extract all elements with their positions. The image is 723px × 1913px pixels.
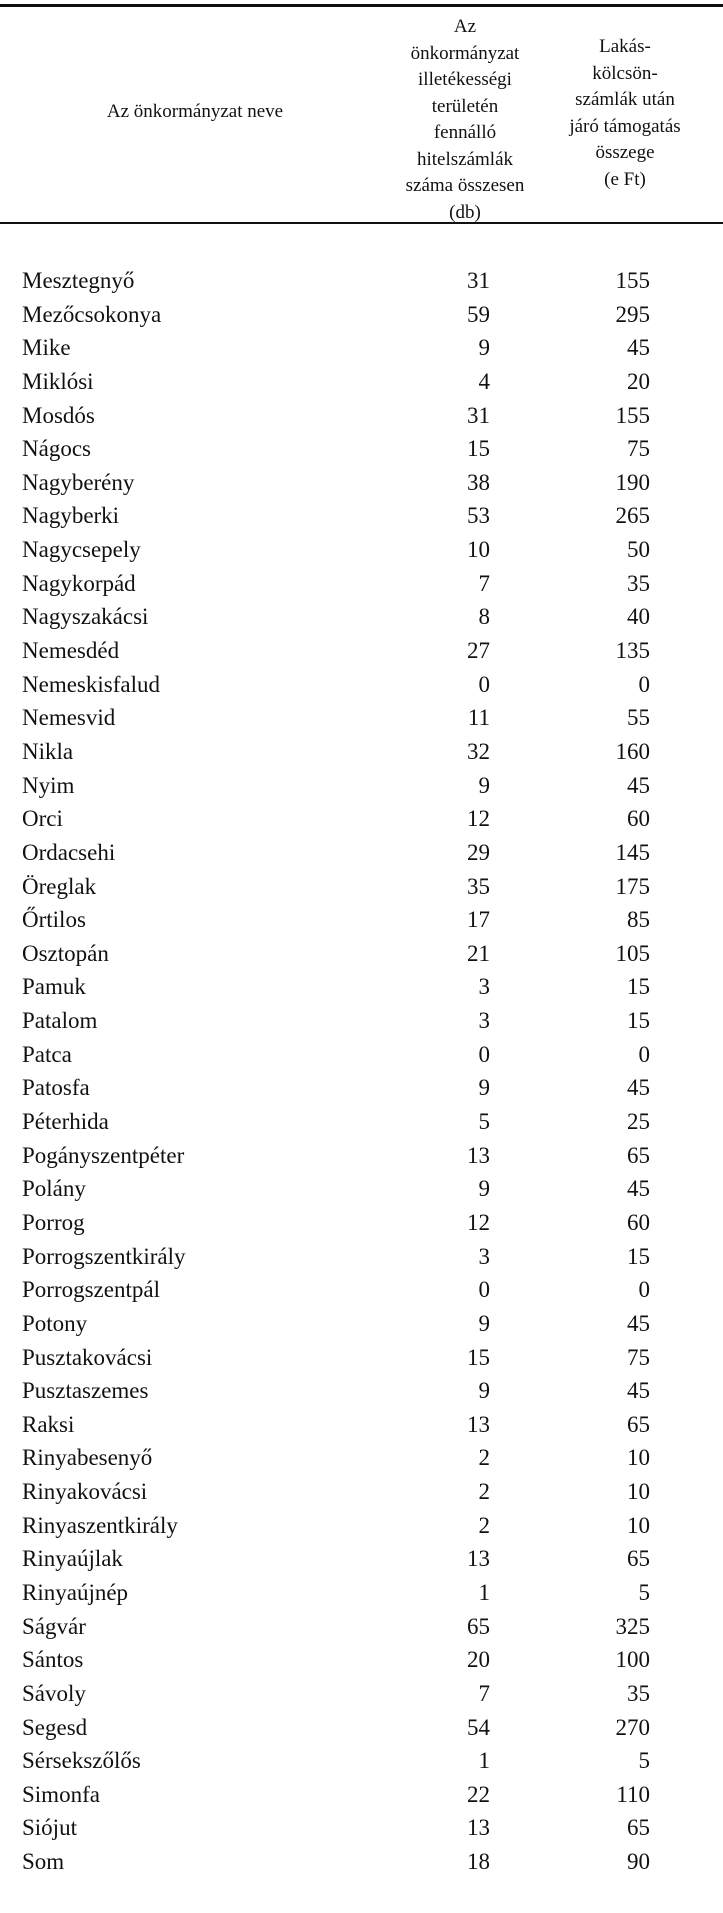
table-row xyxy=(0,701,723,735)
municipality-name-cell: Pogányszentpéter xyxy=(22,1142,185,1168)
table-row xyxy=(0,1778,723,1812)
support-amount-cell: 50 xyxy=(627,537,650,563)
municipality-name-cell: Miklósi xyxy=(22,368,94,394)
support-amount-cell: 5 xyxy=(638,1579,650,1605)
municipality-name-cell: Ordacsehi xyxy=(22,839,116,865)
table-row xyxy=(0,499,723,533)
account-count-cell: 13 xyxy=(467,1546,490,1572)
support-amount-cell: 160 xyxy=(615,738,650,764)
municipality-name-cell: Porrogszentkirály xyxy=(22,1243,186,1269)
header-count-line: fennálló xyxy=(433,122,497,143)
municipality-name-cell: Sántos xyxy=(22,1647,84,1673)
top-rule xyxy=(0,4,723,7)
table-header xyxy=(0,8,723,223)
support-amount-cell: 325 xyxy=(615,1613,650,1639)
municipality-name-cell: Potony xyxy=(22,1310,88,1336)
table-row xyxy=(0,1542,723,1576)
support-amount-cell: 10 xyxy=(627,1479,650,1505)
header-rule xyxy=(0,222,723,224)
table-row xyxy=(0,1576,723,1610)
account-count-cell: 12 xyxy=(467,1209,490,1235)
municipality-name-cell: Öreglak xyxy=(22,873,97,899)
table-row xyxy=(0,1711,723,1745)
support-amount-cell: 155 xyxy=(615,402,650,428)
support-amount-cell: 65 xyxy=(627,1815,650,1841)
header-count-line: száma összesen xyxy=(405,175,525,196)
municipality-name-cell: Polány xyxy=(22,1176,86,1202)
municipality-name-cell: Nágocs xyxy=(22,436,91,462)
municipality-name-cell: Porrog xyxy=(22,1209,85,1235)
table-row xyxy=(0,264,723,298)
support-amount-cell: 65 xyxy=(627,1142,650,1168)
support-amount-cell: 45 xyxy=(627,1176,650,1202)
table-row xyxy=(0,1307,723,1341)
account-count-cell: 29 xyxy=(467,839,490,865)
table-row xyxy=(0,1038,723,1072)
support-amount-cell: 45 xyxy=(627,335,650,361)
support-amount-cell: 5 xyxy=(638,1748,650,1774)
account-count-cell: 20 xyxy=(467,1647,490,1673)
municipality-name-cell: Porrogszentpál xyxy=(22,1277,160,1303)
municipality-name-cell: Patosfa xyxy=(22,1075,90,1101)
header-amount-line: Lakás- xyxy=(599,36,651,57)
table-row xyxy=(0,668,723,702)
support-amount-cell: 75 xyxy=(627,436,650,462)
table-row xyxy=(0,769,723,803)
account-count-cell: 54 xyxy=(467,1714,490,1740)
table-row xyxy=(0,1004,723,1038)
municipality-name-cell: Mike xyxy=(22,335,71,361)
header-amount-column xyxy=(545,34,705,193)
table-row xyxy=(0,1139,723,1173)
table-row xyxy=(0,298,723,332)
municipality-name-cell: Siójut xyxy=(22,1815,77,1841)
account-count-cell: 1 xyxy=(478,1748,490,1774)
account-count-cell: 7 xyxy=(478,570,490,596)
municipality-name-cell: Rinyaújnép xyxy=(22,1579,129,1605)
support-amount-cell: 295 xyxy=(615,301,650,327)
header-count-line: hitelszámlák xyxy=(416,148,514,170)
support-amount-cell: 105 xyxy=(615,940,650,966)
table-row xyxy=(0,365,723,399)
municipality-name-cell: Pusztaszemes xyxy=(22,1378,149,1404)
support-amount-cell: 20 xyxy=(627,368,650,394)
table-row xyxy=(0,1475,723,1509)
account-count-cell: 9 xyxy=(478,335,490,361)
header-count-line: (db) xyxy=(449,201,481,223)
account-count-cell: 1 xyxy=(478,1579,490,1605)
support-amount-cell: 175 xyxy=(615,873,650,899)
table-row xyxy=(0,634,723,668)
account-count-cell: 31 xyxy=(467,402,490,428)
header-amount-line: (e Ft) xyxy=(604,168,646,190)
account-count-cell: 2 xyxy=(478,1512,490,1538)
municipality-name-cell: Nemeskisfalud xyxy=(22,671,160,697)
municipality-name-cell: Sérsekszőlős xyxy=(22,1748,141,1774)
table-row xyxy=(0,735,723,769)
table-row xyxy=(0,399,723,433)
header-count-line: területén xyxy=(431,95,499,117)
table-row xyxy=(0,1441,723,1475)
support-amount-cell: 35 xyxy=(627,1680,650,1706)
table-row xyxy=(0,1845,723,1879)
municipality-name-cell: Nikla xyxy=(22,738,74,764)
support-amount-cell: 45 xyxy=(627,772,650,798)
account-count-cell: 31 xyxy=(467,268,490,293)
municipality-name-cell: Nagycsepely xyxy=(22,537,141,563)
header-amount-line: összege xyxy=(595,142,655,163)
support-amount-cell: 0 xyxy=(638,1041,650,1067)
account-count-cell: 3 xyxy=(478,1008,490,1034)
account-count-cell: 4 xyxy=(478,368,490,394)
table-row xyxy=(0,533,723,567)
municipality-name-cell: Rinyabesenyő xyxy=(22,1445,153,1471)
table-row xyxy=(0,1744,723,1778)
table-row xyxy=(0,1206,723,1240)
support-amount-cell: 65 xyxy=(627,1411,650,1437)
support-amount-cell: 75 xyxy=(627,1344,650,1370)
account-count-cell: 18 xyxy=(467,1849,490,1875)
table-row xyxy=(0,1643,723,1677)
support-amount-cell: 100 xyxy=(615,1647,650,1673)
account-count-cell: 13 xyxy=(467,1815,490,1841)
support-amount-cell: 45 xyxy=(627,1378,650,1404)
table-row xyxy=(0,1273,723,1307)
support-amount-cell: 85 xyxy=(627,907,650,933)
municipality-name-cell: Nagykorpád xyxy=(22,570,136,596)
municipality-name-cell: Segesd xyxy=(22,1714,88,1740)
support-amount-cell: 45 xyxy=(627,1310,650,1336)
table-row xyxy=(0,567,723,601)
account-count-cell: 11 xyxy=(467,705,490,731)
support-amount-cell: 10 xyxy=(627,1512,650,1538)
support-amount-cell: 155 xyxy=(615,268,650,293)
account-count-cell: 7 xyxy=(478,1680,490,1706)
municipality-name-cell: Patca xyxy=(22,1041,72,1067)
account-count-cell: 0 xyxy=(478,1041,490,1067)
account-count-cell: 53 xyxy=(467,503,490,529)
municipality-name-cell: Nemesvid xyxy=(22,705,116,731)
support-amount-cell: 265 xyxy=(615,503,650,529)
support-amount-cell: 145 xyxy=(615,839,650,865)
support-amount-cell: 135 xyxy=(615,638,650,664)
table-row xyxy=(0,1071,723,1105)
support-amount-cell: 60 xyxy=(627,1209,650,1235)
municipality-name-cell: Nyim xyxy=(22,772,75,798)
table-row xyxy=(0,1240,723,1274)
table-row xyxy=(0,1811,723,1845)
support-amount-cell: 10 xyxy=(627,1445,650,1471)
header-name-column: Az önkormányzat neve xyxy=(106,101,284,122)
municipality-name-cell: Som xyxy=(22,1849,65,1875)
municipality-name-cell: Nagyberény xyxy=(22,469,135,495)
account-count-cell: 12 xyxy=(467,806,490,832)
support-amount-cell: 45 xyxy=(627,1075,650,1101)
municipality-name-cell: Pusztakovácsi xyxy=(22,1344,153,1370)
account-count-cell: 22 xyxy=(467,1781,490,1807)
support-amount-cell: 35 xyxy=(627,570,650,596)
municipality-name-cell: Ságvár xyxy=(22,1613,86,1639)
municipality-name-cell: Péterhida xyxy=(22,1109,109,1135)
table-row xyxy=(0,432,723,466)
municipality-name-cell: Nagyberki xyxy=(22,503,120,529)
account-count-cell: 32 xyxy=(467,738,490,764)
municipality-name-cell: Nemesdéd xyxy=(22,638,120,664)
municipality-name-cell: Mesztegnyő xyxy=(22,268,135,293)
support-amount-cell: 40 xyxy=(627,604,650,630)
account-count-cell: 27 xyxy=(467,638,490,664)
account-count-cell: 38 xyxy=(467,469,490,495)
table-row xyxy=(0,1341,723,1375)
support-amount-cell: 110 xyxy=(616,1781,650,1807)
table-row xyxy=(0,1374,723,1408)
municipality-name-cell: Patalom xyxy=(22,1008,98,1034)
municipality-name-cell: Simonfa xyxy=(22,1781,100,1807)
account-count-cell: 8 xyxy=(478,604,490,630)
header-count-line: illetékességi xyxy=(418,69,512,90)
header-count-line: önkormányzat xyxy=(410,42,520,64)
table-row xyxy=(0,1677,723,1711)
account-count-cell: 3 xyxy=(478,1243,490,1269)
table-row xyxy=(0,937,723,971)
support-amount-cell: 0 xyxy=(638,671,650,697)
table-row xyxy=(0,466,723,500)
municipality-name-cell: Pamuk xyxy=(22,974,86,1000)
account-count-cell: 13 xyxy=(467,1142,490,1168)
account-count-cell: 10 xyxy=(467,537,490,563)
account-count-cell: 21 xyxy=(467,940,490,966)
header-amount-line: kölcsön- xyxy=(592,62,658,84)
header-amount-line: járó támogatás xyxy=(569,115,681,137)
account-count-cell: 2 xyxy=(478,1445,490,1471)
municipality-name-cell: Orci xyxy=(22,806,63,832)
municipality-name-cell: Rinyaszentkirály xyxy=(22,1512,178,1538)
account-count-cell: 0 xyxy=(478,671,490,697)
account-count-cell: 17 xyxy=(467,907,490,933)
account-count-cell: 35 xyxy=(467,873,490,899)
header-amount-line: számlák után xyxy=(575,89,675,110)
table-row xyxy=(0,1610,723,1644)
support-amount-cell: 15 xyxy=(627,1008,650,1034)
municipality-name-cell: Raksi xyxy=(22,1411,75,1437)
table-row xyxy=(0,1408,723,1442)
account-count-cell: 15 xyxy=(467,1344,490,1370)
account-count-cell: 2 xyxy=(478,1479,490,1505)
support-amount-cell: 270 xyxy=(615,1714,650,1740)
table-row xyxy=(0,1105,723,1139)
header-count-line: Az xyxy=(453,16,477,37)
account-count-cell: 59 xyxy=(467,301,490,327)
support-amount-cell: 15 xyxy=(627,1243,650,1269)
support-amount-cell: 0 xyxy=(638,1277,650,1303)
support-amount-cell: 190 xyxy=(615,469,650,495)
account-count-cell: 9 xyxy=(478,1378,490,1404)
account-count-cell: 9 xyxy=(478,1176,490,1202)
account-count-cell: 9 xyxy=(478,772,490,798)
account-count-cell: 0 xyxy=(478,1277,490,1303)
account-count-cell: 5 xyxy=(478,1109,490,1135)
municipality-name-cell: Mosdós xyxy=(22,402,95,428)
table-row xyxy=(0,870,723,904)
account-count-cell: 65 xyxy=(467,1613,490,1639)
municipality-name-cell: Őrtilos xyxy=(22,907,86,933)
table-body xyxy=(0,264,723,1879)
support-amount-cell: 60 xyxy=(627,806,650,832)
table-row xyxy=(0,970,723,1004)
municipality-name-cell: Sávoly xyxy=(22,1680,86,1706)
support-amount-cell: 90 xyxy=(627,1849,650,1875)
support-amount-cell: 65 xyxy=(627,1546,650,1572)
municipality-name-cell: Mezőcsokonya xyxy=(22,301,162,327)
account-count-cell: 13 xyxy=(467,1411,490,1437)
support-amount-cell: 15 xyxy=(627,974,650,1000)
table-row xyxy=(0,836,723,870)
support-amount-cell: 25 xyxy=(627,1109,650,1135)
account-count-cell: 15 xyxy=(467,436,490,462)
table-row xyxy=(0,1172,723,1206)
table-row xyxy=(0,1509,723,1543)
municipality-name-cell: Rinyaújlak xyxy=(22,1546,123,1572)
table-row xyxy=(0,331,723,365)
header-count-column xyxy=(380,14,550,226)
account-count-cell: 9 xyxy=(478,1310,490,1336)
account-count-cell: 3 xyxy=(478,974,490,1000)
table-row xyxy=(0,802,723,836)
municipality-name-cell: Osztopán xyxy=(22,940,109,966)
municipality-name-cell: Nagyszakácsi xyxy=(22,604,149,630)
account-count-cell: 9 xyxy=(478,1075,490,1101)
table-row xyxy=(0,903,723,937)
support-amount-cell: 55 xyxy=(627,705,650,731)
table-row xyxy=(0,600,723,634)
municipality-name-cell: Rinyakovácsi xyxy=(22,1479,148,1505)
